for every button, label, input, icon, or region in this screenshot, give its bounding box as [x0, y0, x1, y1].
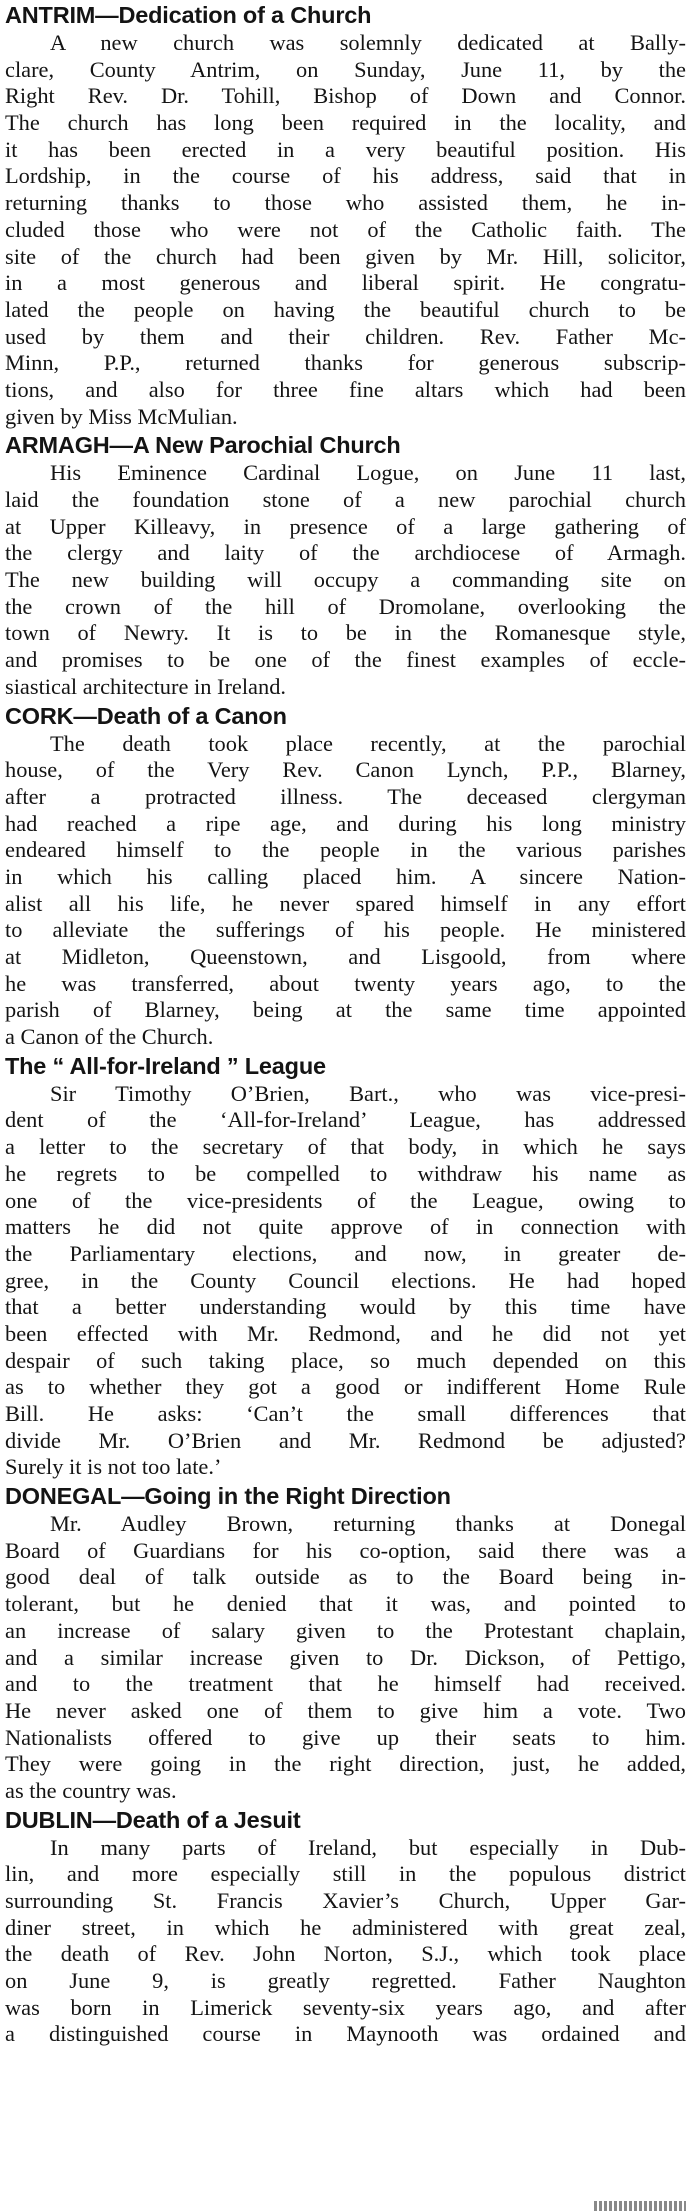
article-text-line: divide Mr. O’Brien and Mr. Redmond be adjusted?: [5, 1427, 686, 1453]
article-text-line: gree, in the County Council elections. He had hoped: [5, 1267, 686, 1293]
article-text-line: given by Miss McMulian.: [5, 403, 238, 429]
article-text-line: it has been erected in a very beautiful position. His: [5, 136, 686, 162]
article-text-line: returning thanks to those who assisted them, he in-: [5, 190, 686, 216]
article-text-line: the Parliamentary elections, and now, in greater de-: [5, 1240, 686, 1266]
article-text-line: he regrets to be compelled to withdraw his name as: [5, 1160, 686, 1186]
article-text-line: in a most generous and liberal spirit. He congratu-: [5, 270, 686, 296]
article-text-line: a Canon of the Church.: [5, 1024, 214, 1050]
article-text-line: laid the foundation stone of a new parochial church: [5, 487, 686, 512]
article-headline: DUBLIN—Death of a Jesuit: [5, 1806, 301, 1833]
article-text-line: was born in Limerick seventy-six years ago, and after: [5, 1994, 686, 2020]
article-text-line: parish of Blarney, being at the same time appointed: [5, 997, 686, 1023]
article-text-line: and to the treatment that he himself had received.: [5, 1671, 686, 1697]
article-text-line: the crown of the hill of Dromolane, overlooking the: [5, 593, 686, 619]
article-text-line: The new building will occupy a commanding site on: [5, 567, 686, 593]
article-text-line: as the country was.: [5, 1777, 177, 1803]
article-text-line: one of the vice-presidents of the League, owing to: [5, 1187, 686, 1213]
article-text-line: clare, County Antrim, on Sunday, June 11, by the: [5, 56, 686, 82]
article-text-line: siastical architecture in Ireland.: [5, 673, 286, 699]
article-0: [5, 0, 686, 430]
article-text-line: despair of such taking place, so much depended on this: [5, 1347, 686, 1373]
article-text-line: Surely it is not too late.’: [5, 1454, 222, 1480]
article-text-line: town of Newry. It is to be in the Romanesque style,: [5, 620, 686, 646]
article-3: [5, 1051, 686, 1481]
article-text-line: surrounding St. Francis Xavier’s Church, Upper Gar-: [5, 1888, 686, 1913]
article-text-line: used by them and their children. Rev. Father Mc-: [5, 323, 686, 349]
article-text-line: endeared himself to the people in the various parishes: [5, 837, 686, 863]
article-text-line: house, of the Very Rev. Canon Lynch, P.P., Blarney,: [5, 757, 686, 783]
news-column: [5, 0, 686, 2048]
article-text-line: Mr. Audley Brown, returning thanks at Donegal: [50, 1511, 686, 1537]
article-text-line: lin, and more especially still in the populous district: [5, 1861, 686, 1887]
article-text-line: the death of Rev. John Norton, S.J., which took place: [5, 1941, 686, 1967]
article-text-line: alist all his life, he never spared himself in any effort: [5, 890, 686, 916]
article-text-line: A new church was solemnly dedicated at Bally-: [50, 30, 686, 55]
article-text-line: Minn, P.P., returned thanks for generous subscrip-: [5, 350, 686, 376]
article-headline: ANTRIM—Dedication of a Church: [5, 2, 372, 28]
article-text-line: tions, and also for three fine altars which had been: [5, 376, 686, 402]
article-text-line: the clergy and laity of the archdiocese of Armagh.: [5, 540, 686, 566]
article-text-line: matters he did not quite approve of in connection with: [5, 1214, 686, 1240]
article-1: [5, 430, 686, 700]
article-text-line: good deal of talk outside as to the Board being in-: [5, 1564, 686, 1590]
article-text-line: and promises to be one of the finest examples of eccle-: [5, 647, 686, 673]
article-text-line: Right Rev. Dr. Tohill, Bishop of Down and Connor.: [5, 83, 686, 109]
article-text-line: had reached a ripe age, and during his long ministry: [5, 810, 686, 836]
article-text-line: at Upper Killeavy, in presence of a large gathering of: [5, 513, 686, 539]
article-text-line: been effected with Mr. Redmond, and he did not yet: [5, 1320, 686, 1346]
article-text-line: site of the church had been given by Mr. Hill, solicitor,: [5, 243, 686, 269]
article-text-line: tolerant, but he denied that it was, and pointed to: [5, 1591, 686, 1617]
article-text-line: after a protracted illness. The deceased clergyman: [5, 783, 686, 809]
article-headline: The “ All-for-Ireland ” League: [5, 1052, 326, 1079]
article-text-line: diner street, in which he administered with great zeal,: [5, 1914, 686, 1940]
article-text-line: in which his calling placed him. A sincere Nation-: [5, 863, 686, 889]
article-5: [5, 1805, 686, 2049]
article-text-line: as to whether they got a good or indifferent Home Rule: [5, 1374, 686, 1400]
article-4: [5, 1481, 686, 1805]
article-text-line: a distinguished course in Maynooth was ordained and: [5, 2021, 686, 2047]
article-text-line: on June 9, is greatly regretted. Father Naughton: [5, 1968, 686, 1994]
article-text-line: His Eminence Cardinal Logue, on June 11 last,: [50, 460, 686, 486]
article-text-line: He never asked one of them to give him a vote. Two: [5, 1697, 686, 1723]
article-headline: CORK—Death of a Canon: [5, 702, 287, 729]
article-text-line: Board of Guardians for his co-option, said there was a: [5, 1537, 686, 1563]
article-headline: ARMAGH—A New Parochial Church: [5, 432, 401, 459]
article-text-line: Sir Timothy O’Brien, Bart., who was vice-presi-: [50, 1080, 686, 1106]
article-text-line: he was transferred, about twenty years ago, to the: [5, 970, 686, 996]
article-text-line: to alleviate the sufferings of his people. He ministered: [5, 917, 686, 943]
article-text-line: and a similar increase given to Dr. Dickson, of Pettigo,: [5, 1644, 686, 1670]
scan-artifact-mark: [594, 2201, 686, 2211]
article-text-line: Lordship, in the course of his address, said that in: [5, 163, 686, 189]
article-text-line: In many parts of Ireland, but especially in Dub-: [50, 1834, 686, 1860]
article-text-line: They were going in the right direction, just, he added,: [5, 1751, 686, 1777]
article-text-line: dent of the ‘All-for-Ireland’ League, has addressed: [5, 1107, 686, 1133]
article-text-line: cluded those who were not of the Catholic faith. The: [5, 216, 686, 242]
article-text-line: a letter to the secretary of that body, in which he says: [5, 1134, 686, 1160]
article-text-line: The death took place recently, at the parochial: [50, 730, 686, 756]
article-text-line: Bill. He asks: ‘Can’t the small differences that: [5, 1401, 686, 1426]
article-text-line: that a better understanding would by this time have: [5, 1294, 686, 1320]
article-text-line: Nationalists offered to give up their seats to him.: [5, 1724, 686, 1750]
article-text-line: The church has long been required in the locality, and: [5, 110, 686, 136]
article-text-line: lated the people on having the beautiful church to be: [5, 296, 686, 322]
article-text-line: at Midleton, Queenstown, and Lisgoold, from where: [5, 944, 686, 969]
article-2: [5, 701, 686, 1051]
article-text-line: an increase of salary given to the Protestant chaplain,: [5, 1617, 686, 1643]
article-headline: DONEGAL—Going in the Right Direction: [5, 1483, 451, 1510]
